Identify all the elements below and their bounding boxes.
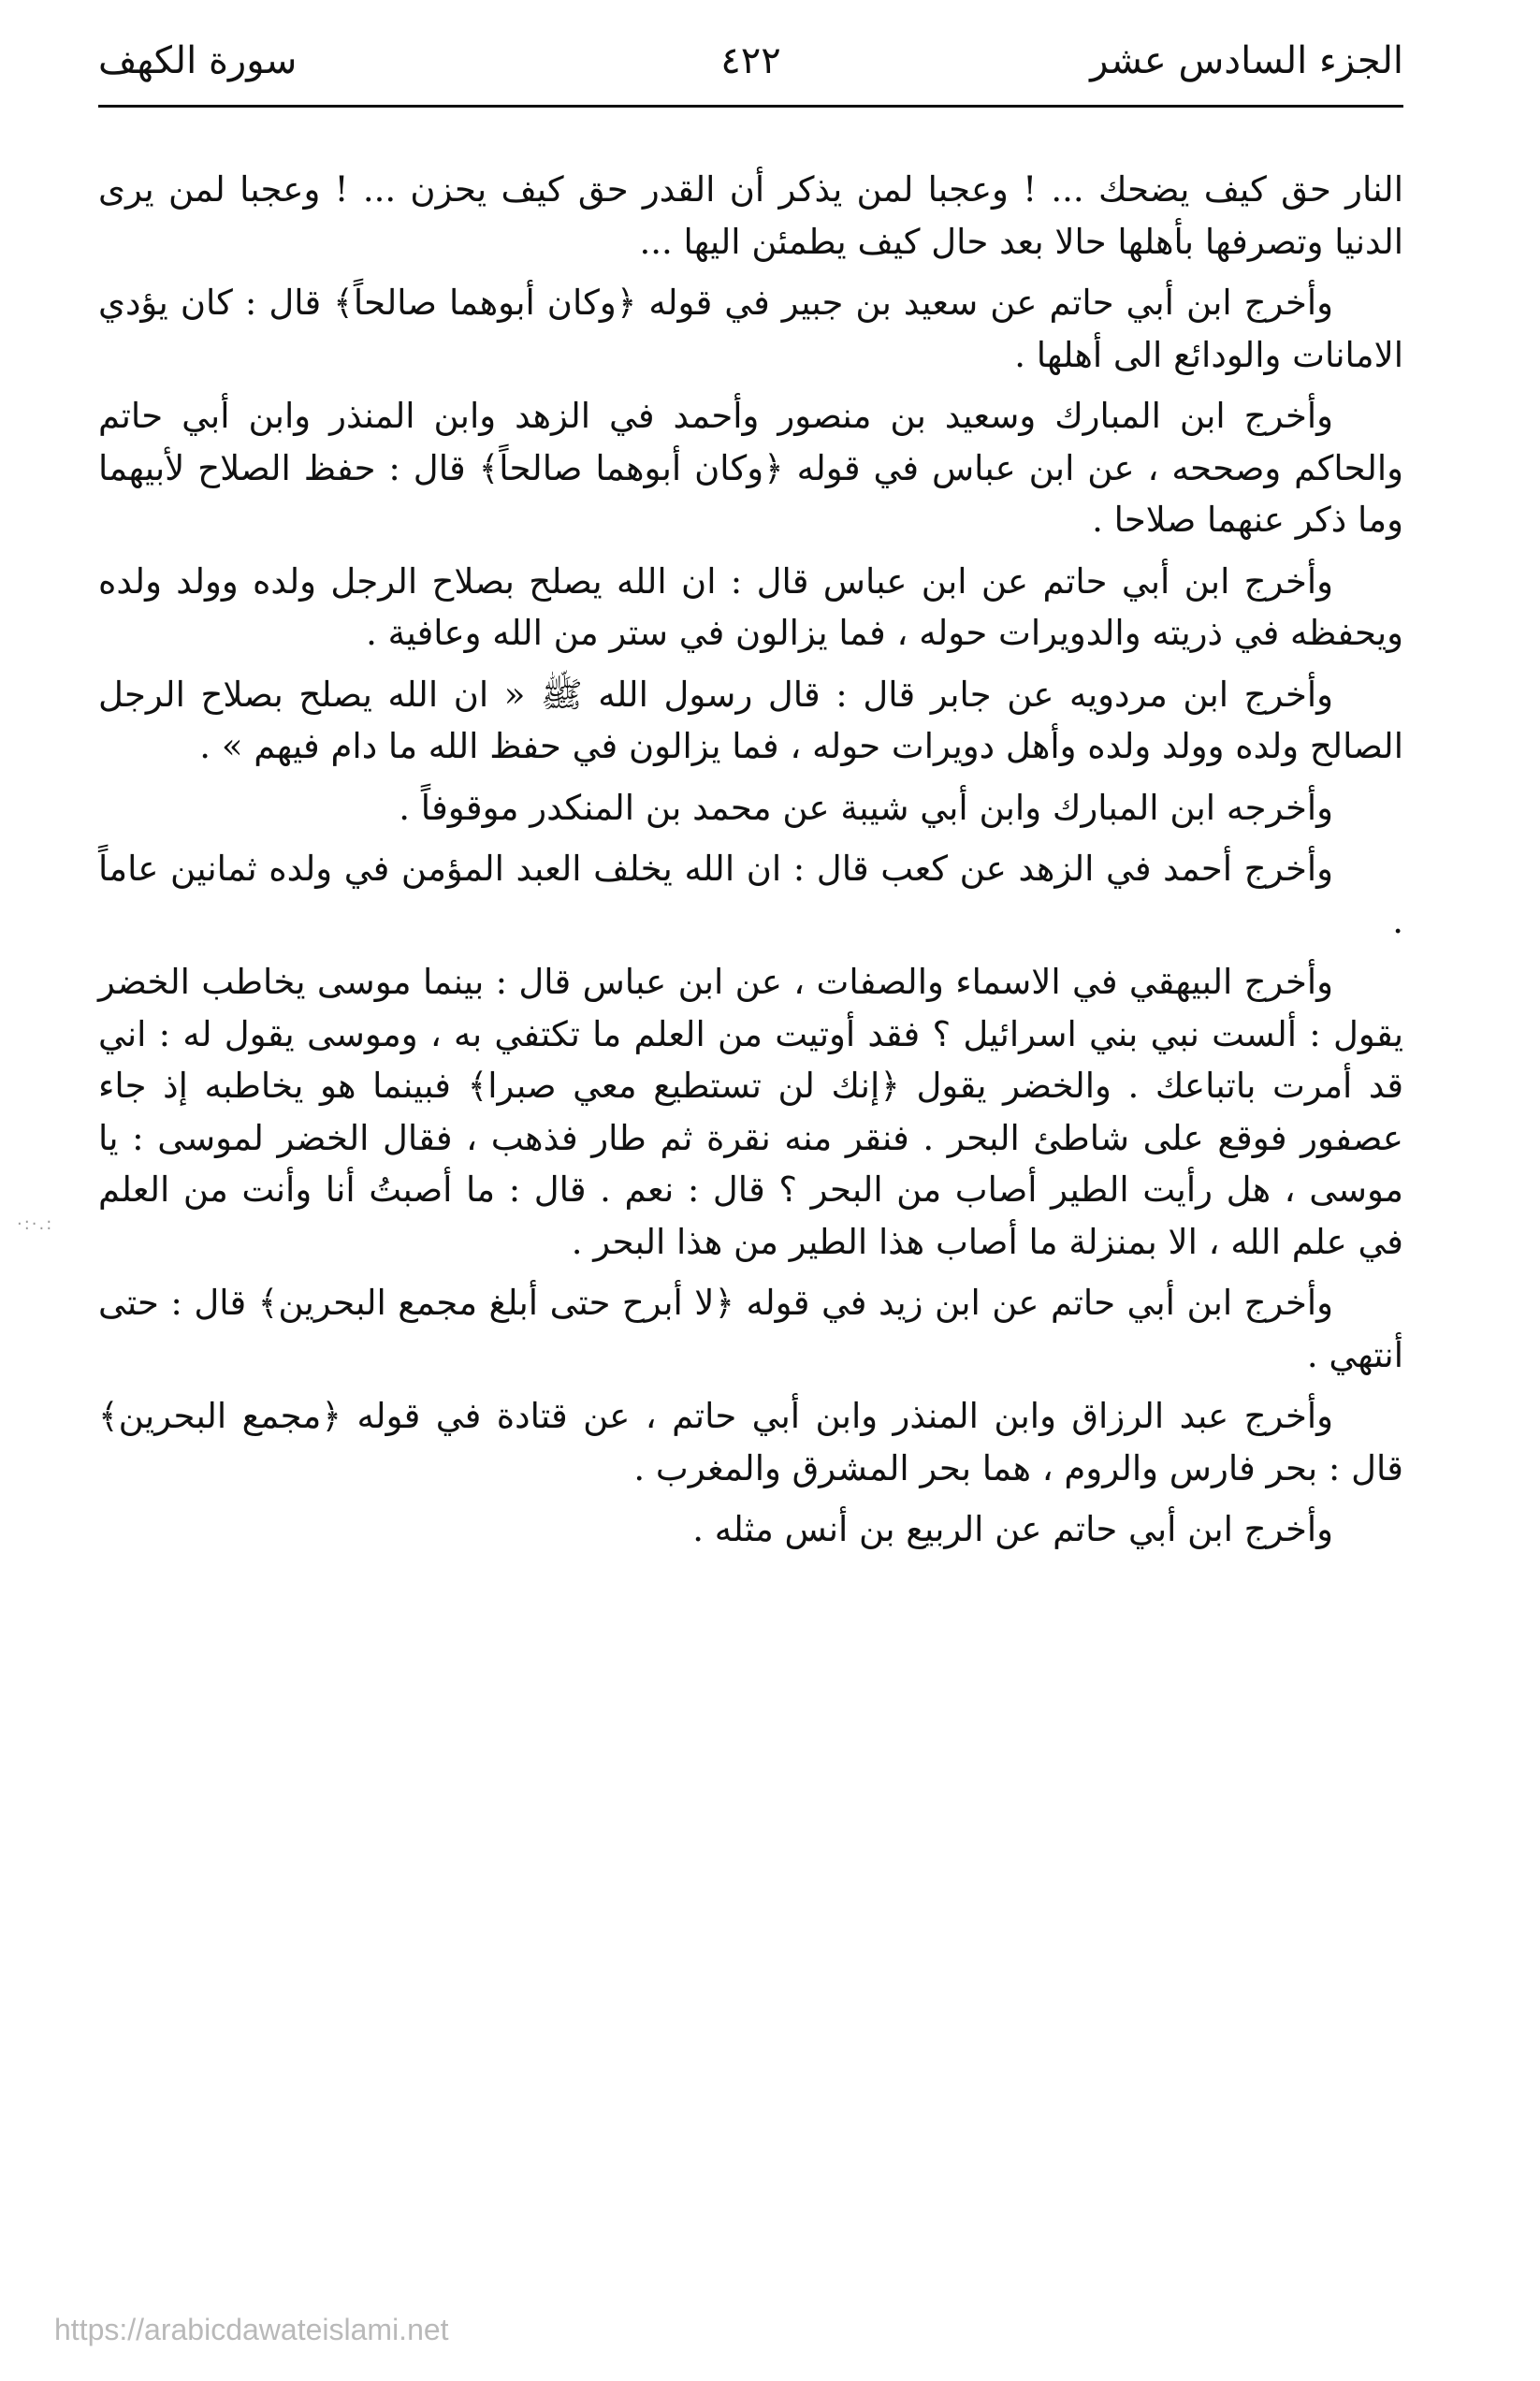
paragraph: وأخرج ابن مردويه عن جابر قال : قال رسول الله ﷺ « ان الله يصلح بصلاح الرجل الصالح ولده وولد ولده وأهل دويرات حوله ، فما يزالون في حفظ الله ما دام فيهم » . bbox=[98, 674, 1403, 766]
scan-speck: ·:·.: bbox=[17, 1214, 54, 1234]
paragraph: وأخرج ابن أبي حاتم عن ابن زيد في قوله ﴿لا أبرح حتى أبلغ مجمع البحرين﴾ قال : حتى أنتهي . bbox=[98, 1283, 1403, 1375]
paragraph: وأخرجه ابن المبارك وابن أبي شيبة عن محمد بن المنكدر موقوفاً . bbox=[399, 787, 1333, 828]
page-body bbox=[98, 164, 1403, 1565]
part-label: الجزء السادس عشر bbox=[1090, 39, 1403, 82]
page-number: ٤٢٢ bbox=[720, 39, 781, 82]
surah-title: سورة الكهف bbox=[98, 39, 298, 82]
paragraph: وأخرج ابن المبارك وسعيد بن منصور وأحمد في الزهد وابن المنذر وابن أبي حاتم والحاكم وصححه ، عن ابن عباس في قوله ﴿وكان أبوهما صالحاً﴾ قال : حفظ الصلاح لأبيهما وما ذكر عنهما صلاحا . bbox=[98, 396, 1403, 540]
paragraph: وأخرج ابن أبي حاتم عن الربيع بن أنس مثله . bbox=[692, 1509, 1333, 1549]
paragraph: وأخرج البيهقي في الاسماء والصفات ، عن ابن عباس قال : بينما موسى يخاطب الخضر يقول : ألست نبي بني اسرائيل ؟ فقد أوتيت من العلم ما تكتفي به ، وموسى يقول له : اني قد أمرت باتباعك . والخضر يقول ﴿إنك لن تستطيع معي صبرا﴾ فبينما هو يخاطبه إذ جاء عصفور فوقع على شاطئ البحر . فنقر منه نقرة ثم طار فذهب ، فقال الخضر لموسى : يا موسى ، هل رأيت الطير أصاب من البحر ؟ قال : نعم . قال : ما أصبتُ أنا وأنت من العلم في علم الله ، الا بمنزلة ما أصاب هذا الطير من هذا البحر . bbox=[98, 962, 1403, 1262]
paragraph: وأخرج أحمد في الزهد عن كعب قال : ان الله يخلف العبد المؤمن في ولده ثمانين عاماً . bbox=[98, 849, 1403, 941]
header-rule bbox=[98, 105, 1403, 108]
paragraph: وأخرج ابن أبي حاتم عن ابن عباس قال : ان الله يصلح بصلاح الرجل ولده وولد ولده ويحفظه في ذريته والدويرات حوله ، فما يزالون في ستر من الله وعافية . bbox=[98, 560, 1403, 653]
watermark-url: https://arabicdawateislami.net bbox=[54, 2313, 449, 2346]
paragraph-continued: النار حق كيف يضحك ... ! وعجبا لمن يذكر أن القدر حق كيف يحزن ... ! وعجبا لمن يرى الدنيا وتصرفها بأهلها حالا بعد حال كيف يطمئن اليها ... bbox=[98, 169, 1403, 262]
page-header bbox=[98, 28, 1403, 94]
paragraph: وأخرج عبد الرزاق وابن المنذر وابن أبي حاتم ، عن قتادة في قوله ﴿مجمع البحرين﴾ قال : بحر فارس والروم ، هما بحر المشرق والمغرب . bbox=[98, 1396, 1403, 1488]
paragraph: وأخرج ابن أبي حاتم عن سعيد بن جبير في قوله ﴿وكان أبوهما صالحاً﴾ قال : كان يؤدي الامانات والودائع الى أهلها . bbox=[98, 283, 1403, 375]
